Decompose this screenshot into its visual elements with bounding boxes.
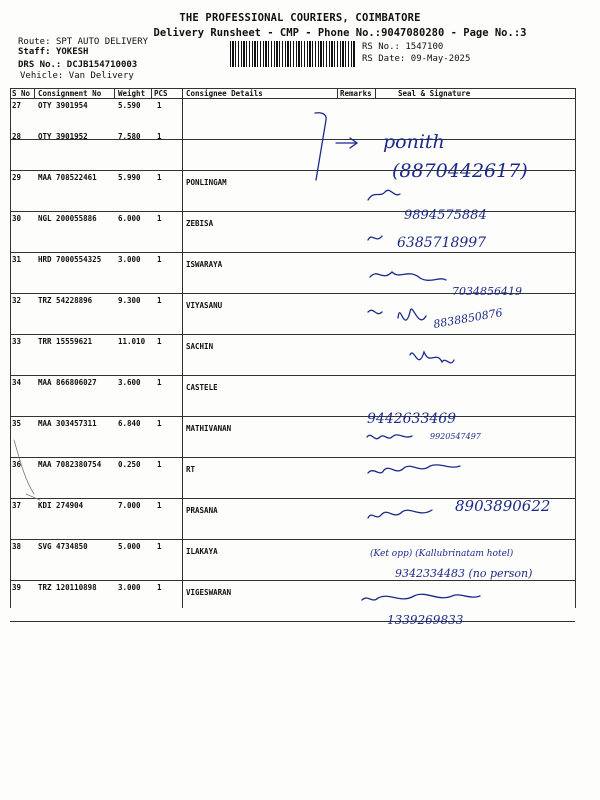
cell-consignee: ILAKAYA [186,547,218,556]
cell-consignment: MAA 7082380754 [38,460,102,469]
cell-consignee: VIYASANU [186,301,223,310]
signature-mark [367,435,412,439]
cell-consignment: OTY 3901954 [38,101,88,110]
cell-consignment: TRZ 54228896 [38,296,93,305]
cell-pcs: 1 [157,132,162,141]
cell-sno: 28 [12,132,22,141]
handwritten-phone: 9442633469 [367,411,457,427]
cell-pcs: 1 [157,255,162,264]
col-seal: Seal & Signature [398,89,471,98]
cell-consignee: PONLINGAM [186,178,227,187]
staff-value: YOKESH [55,47,89,57]
cell-sno: 31 [12,255,22,264]
rs-no-value: 1547100 [405,42,444,52]
cell-sno: 38 [12,542,22,551]
cell-sno: 34 [12,378,22,387]
col-weight: Weight [118,89,146,98]
cell-pcs: 1 [157,501,162,510]
vehicle-value: Van Delivery [68,71,134,81]
cell-consignee: ZEBISA [186,219,214,228]
cell-sno: 36 [12,460,22,469]
cell-sno: 33 [12,337,22,346]
signature-mark [362,594,480,600]
pencil-tick [14,440,40,500]
cell-weight: 7.580 [118,132,141,141]
handwritten-phone: 8838850876 [432,306,504,331]
col-consignment: Consignment No [38,89,102,98]
cell-consignee: VIGESWARAN [186,588,232,597]
cell-pcs: 1 [157,214,162,223]
signature-mark [410,352,454,363]
arrow-icon [336,138,357,148]
rs-date-value: 09-May-2025 [410,54,471,64]
cell-pcs: 1 [157,296,162,305]
page-title: THE PROFESSIONAL COURIERS, COIMBATORE [179,12,421,24]
route-label: Route: [18,37,51,47]
cell-consignment: TRZ 120110898 [38,583,97,592]
handwritten-phone: 9894575884 [404,208,487,223]
col-sno: S No [12,89,31,98]
cell-sno: 37 [12,501,22,510]
cell-consignment: MAA 866806027 [38,378,97,387]
handwritten-phone: 8903890622 [455,497,551,515]
drs-label: DRS No.: [18,60,62,70]
cell-sno: 32 [12,296,22,305]
cell-weight: 9.300 [118,296,141,305]
cell-weight: 6.840 [118,419,141,428]
cell-sno: 35 [12,419,22,428]
handwritten-phone: 9342334483 (no person) [395,567,533,580]
cell-consignment: HRD 7000554325 [38,255,102,264]
signature-mark [368,465,460,473]
cell-weight: 11.010 [118,337,146,346]
cell-weight: 0.250 [118,460,141,469]
vehicle-label: Vehicle: [20,71,64,81]
cell-consignee: SACHIN [186,342,214,351]
cell-consignee: CASTELE [186,383,218,392]
cell-weight: 5.990 [118,173,141,182]
handwritten-phone: (8870442617) [392,160,528,182]
rs-no-label: RS No.: [362,42,400,52]
cell-consignment: TRR 15559621 [38,337,93,346]
cell-pcs: 1 [157,337,162,346]
signature-mark [368,236,382,240]
signature-mark [368,190,400,200]
signature-mark [368,310,382,313]
cell-consignee: MATHIVANAN [186,424,232,433]
cell-pcs: 1 [157,173,162,182]
col-consignee: Consignee Details [186,89,263,98]
signature-mark [368,510,432,518]
handwritten-name: ponith [383,131,445,153]
signature-mark [398,309,426,320]
route-value: SPT AUTO DELIVERY [55,37,149,47]
bracket-stroke [315,113,326,180]
cell-sno: 30 [12,214,22,223]
cell-pcs: 1 [157,583,162,592]
page-subtitle: Delivery Runsheet - CMP - Phone No.:9047080280 - Page No.:3 [153,27,527,39]
cell-pcs: 1 [157,101,162,110]
col-pcs: PCS [154,89,168,98]
cell-consignment: SVG 4734850 [38,542,88,551]
rs-date-label: RS Date: [362,54,406,64]
handwritten-phone: 1339269833 [387,613,464,627]
handwritten-phone: 9920547497 [430,432,481,441]
cell-weight: 3.000 [118,255,141,264]
staff-label: Staff: [18,47,51,57]
handwritten-note: (Ket opp) (Kallubrinatam hotel) [370,549,514,559]
cell-weight: 7.000 [118,501,141,510]
cell-pcs: 1 [157,378,162,387]
drs-value: DCJB154710003 [66,60,138,70]
col-remarks: Remarks [340,89,372,98]
cell-consignment: NGL 200055886 [38,214,97,223]
cell-sno: 27 [12,101,22,110]
cell-consignee: RT [186,465,196,474]
cell-weight: 6.000 [118,214,141,223]
cell-consignment: OTY 3901952 [38,132,88,141]
handwritten-phone: 7034856419 [452,285,522,298]
cell-consignment: MAA 708522461 [38,173,97,182]
cell-weight: 3.600 [118,378,141,387]
cell-consignee: ISWARAYA [186,260,223,269]
cell-sno: 39 [12,583,22,592]
cell-pcs: 1 [157,460,162,469]
signature-mark [370,272,446,280]
cell-weight: 5.000 [118,542,141,551]
cell-weight: 3.000 [118,583,141,592]
cell-sno: 29 [12,173,22,182]
cell-consignment: KDI 274904 [38,501,84,510]
cell-pcs: 1 [157,419,162,428]
cell-pcs: 1 [157,542,162,551]
cell-consignee: PRASANA [186,506,218,515]
cell-consignment: MAA 303457311 [38,419,97,428]
handwritten-phone: 6385718997 [397,235,487,251]
cell-weight: 5.590 [118,101,141,110]
